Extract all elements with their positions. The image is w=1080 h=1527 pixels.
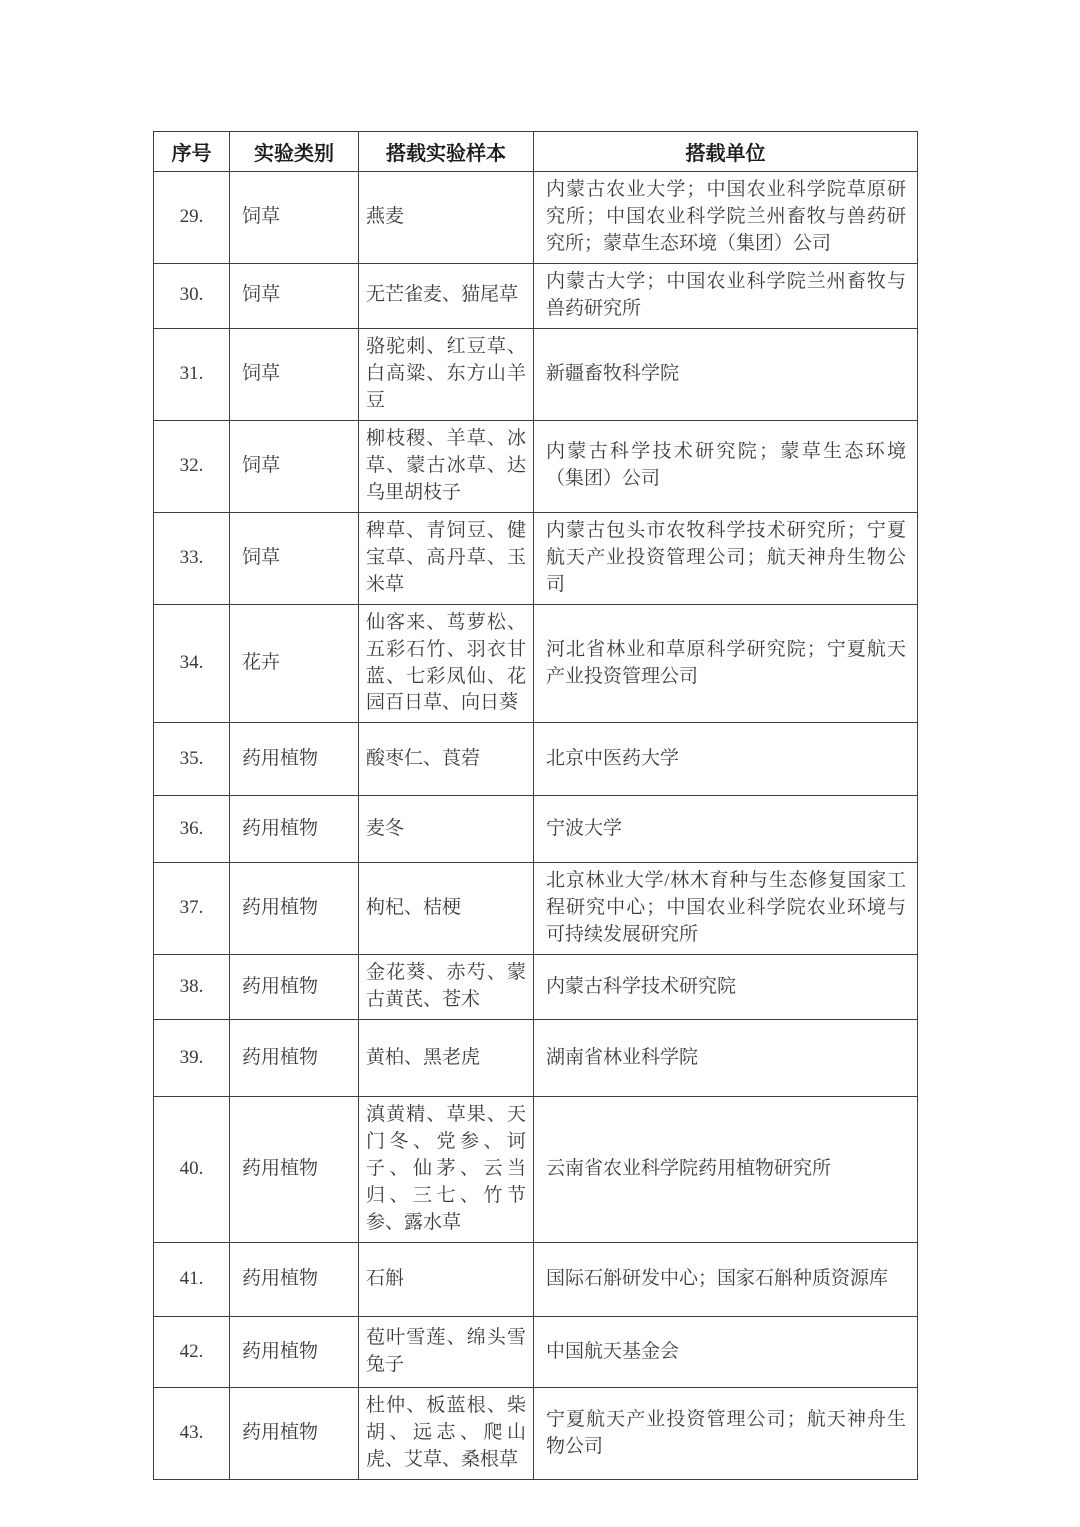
category-cell: 药用植物 <box>230 1020 359 1097</box>
row-number-cell: 29. <box>154 172 230 264</box>
samples-cell: 燕麦 <box>359 172 534 264</box>
samples-cell: 柳枝稷、羊草、冰草、蒙古冰草、达乌里胡枝子 <box>359 420 534 512</box>
table-row <box>154 328 918 420</box>
category-cell: 饲草 <box>230 420 359 512</box>
units-cell: 北京中医药大学 <box>534 723 918 796</box>
table-row <box>154 420 918 512</box>
units-cell: 北京林业大学/林木育种与生态修复国家工程研究中心；中国农业科学院农业环境与可持续发展研究所 <box>534 863 918 955</box>
column-header-number: 序号 <box>154 132 230 172</box>
samples-cell: 石斛 <box>359 1243 534 1317</box>
category-cell: 药用植物 <box>230 1388 359 1480</box>
samples-cell: 金花葵、赤芍、蒙古黄芪、苍术 <box>359 955 534 1020</box>
row-number-cell: 39. <box>154 1020 230 1097</box>
units-cell: 湖南省林业科学院 <box>534 1020 918 1097</box>
column-header-units: 搭载单位 <box>534 132 918 172</box>
row-number-cell: 33. <box>154 512 230 604</box>
units-cell: 国际石斛研发中心；国家石斛种质资源库 <box>534 1243 918 1317</box>
category-cell: 饲草 <box>230 263 359 328</box>
category-cell: 药用植物 <box>230 863 359 955</box>
row-number-cell: 43. <box>154 1388 230 1480</box>
table-row <box>154 796 918 863</box>
row-number-cell: 34. <box>154 604 230 723</box>
row-number-cell: 40. <box>154 1097 230 1243</box>
units-cell: 云南省农业科学院药用植物研究所 <box>534 1097 918 1243</box>
table-row <box>154 512 918 604</box>
column-header-category: 实验类别 <box>230 132 359 172</box>
table-row <box>154 1020 918 1097</box>
row-number-cell: 42. <box>154 1317 230 1388</box>
row-number-cell: 32. <box>154 420 230 512</box>
samples-cell: 无芒雀麦、猫尾草 <box>359 263 534 328</box>
category-cell: 饲草 <box>230 172 359 264</box>
table-row <box>154 1388 918 1480</box>
samples-cell: 苞叶雪莲、绵头雪兔子 <box>359 1317 534 1388</box>
units-cell: 内蒙古科学技术研究院；蒙草生态环境（集团）公司 <box>534 420 918 512</box>
row-number-cell: 41. <box>154 1243 230 1317</box>
category-cell: 药用植物 <box>230 796 359 863</box>
samples-cell: 稗草、青饲豆、健宝草、高丹草、玉米草 <box>359 512 534 604</box>
units-cell: 宁夏航天产业投资管理公司；航天神舟生物公司 <box>534 1388 918 1480</box>
row-number-cell: 30. <box>154 263 230 328</box>
table-row <box>154 1243 918 1317</box>
table-row <box>154 172 918 264</box>
units-cell: 河北省林业和草原科学研究院；宁夏航天产业投资管理公司 <box>534 604 918 723</box>
table-row <box>154 955 918 1020</box>
samples-cell: 黄柏、黑老虎 <box>359 1020 534 1097</box>
samples-cell: 麦冬 <box>359 796 534 863</box>
category-cell: 花卉 <box>230 604 359 723</box>
table-row <box>154 1097 918 1243</box>
row-number-cell: 36. <box>154 796 230 863</box>
category-cell: 药用植物 <box>230 1243 359 1317</box>
category-cell: 药用植物 <box>230 1097 359 1243</box>
table-row <box>154 723 918 796</box>
row-number-cell: 38. <box>154 955 230 1020</box>
units-cell: 中国航天基金会 <box>534 1317 918 1388</box>
experiment-table <box>153 131 918 1480</box>
units-cell: 宁波大学 <box>534 796 918 863</box>
samples-cell: 仙客来、茑萝松、五彩石竹、羽衣甘蓝、七彩凤仙、花园百日草、向日葵 <box>359 604 534 723</box>
category-cell: 药用植物 <box>230 955 359 1020</box>
units-cell: 内蒙古科学技术研究院 <box>534 955 918 1020</box>
column-header-samples: 搭载实验样本 <box>359 132 534 172</box>
row-number-cell: 37. <box>154 863 230 955</box>
units-cell: 内蒙古包头市农牧科学技术研究所；宁夏航天产业投资管理公司；航天神舟生物公司 <box>534 512 918 604</box>
units-cell: 内蒙古农业大学；中国农业科学院草原研究所；中国农业科学院兰州畜牧与兽药研究所；蒙草生态环境（集团）公司 <box>534 172 918 264</box>
samples-cell: 酸枣仁、莨菪 <box>359 723 534 796</box>
samples-cell: 滇黄精、草果、天门冬、党参、诃子、仙茅、云当归、三七、竹节参、露水草 <box>359 1097 534 1243</box>
samples-cell: 枸杞、桔梗 <box>359 863 534 955</box>
category-cell: 饲草 <box>230 512 359 604</box>
units-cell: 新疆畜牧科学院 <box>534 328 918 420</box>
table-header-row <box>154 132 918 172</box>
row-number-cell: 31. <box>154 328 230 420</box>
samples-cell: 杜仲、板蓝根、柴胡、远志、爬山虎、艾草、桑根草 <box>359 1388 534 1480</box>
table-row <box>154 604 918 723</box>
table-row <box>154 263 918 328</box>
row-number-cell: 35. <box>154 723 230 796</box>
table-row <box>154 1317 918 1388</box>
category-cell: 药用植物 <box>230 723 359 796</box>
samples-cell: 骆驼刺、红豆草、白高粱、东方山羊豆 <box>359 328 534 420</box>
category-cell: 药用植物 <box>230 1317 359 1388</box>
category-cell: 饲草 <box>230 328 359 420</box>
units-cell: 内蒙古大学；中国农业科学院兰州畜牧与兽药研究所 <box>534 263 918 328</box>
table-row <box>154 863 918 955</box>
